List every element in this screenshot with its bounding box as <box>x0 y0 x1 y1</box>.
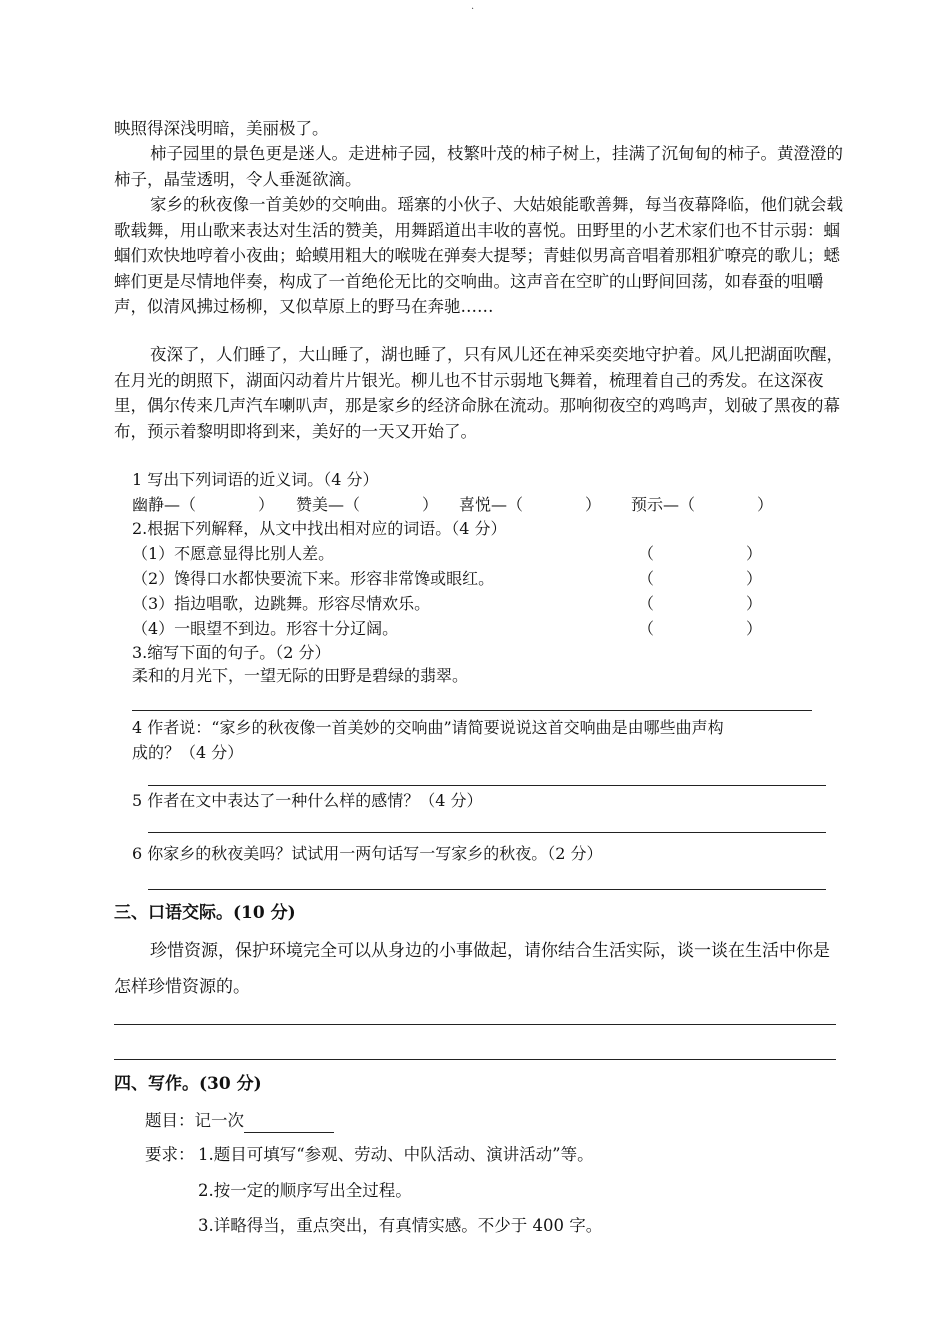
question-4-line-2: 成的？（4 分） <box>132 743 244 762</box>
definition-item-1: （1）不愿意显得比别人差。 <box>132 544 335 563</box>
question-1-title: 1 写出下列词语的近义词。（4 分） <box>132 470 379 489</box>
synonym-item-3: 喜悦—（ <box>459 495 524 514</box>
synonym-close-3: ） <box>585 495 602 514</box>
synonym-close-2: ） <box>422 495 439 514</box>
writing-topic-label: 题目：记一次 <box>145 1111 244 1130</box>
reading-paragraph-3: 家乡的秋夜像一首美妙的交响曲。瑶寨的小伙子、大姑娘能歌善舞，每当夜幕降临，他们就会载歌载舞，用山歌来表达对生活的赞美，用舞蹈道出丰收的喜悦。田野里的小艺术家们也不甘示弱：蝈蝈们欢快地哼着小夜曲；蛤蟆用粗大的喉咙在弹奏大提琴；青蛙似男高音唱着那粗犷嘹亮的歌儿；蟋蟀们更是尽情地伴奏，构成了一首绝伦无比的交响曲。这声音在空旷的山野间回荡，如春蚕的咀嚼声，似清风拂过杨柳，又似草原上的野马在奔驰…… <box>114 195 843 316</box>
answer-line-q4[interactable] <box>148 785 826 786</box>
answer-line-section3-2[interactable] <box>114 1059 836 1060</box>
writing-requirement-1: 1.题目可填写“参观、劳动、中队活动、演讲活动”等。 <box>198 1145 594 1164</box>
writing-topic <box>145 1109 334 1133</box>
synonym-item-2: 赞美—（ <box>296 495 361 514</box>
writing-requirement-2: 2.按一定的顺序写出全过程。 <box>198 1181 412 1200</box>
synonym-item-1: 幽静—（ <box>132 495 197 514</box>
question-3-title: 3.缩写下面的句子。（2 分） <box>132 643 331 662</box>
question-6-title: 6 你家乡的秋夜美吗？试试用一两句话写一写家乡的秋夜。（2 分） <box>132 844 603 863</box>
answer-paren-open-3: （ <box>638 594 655 613</box>
synonym-item-4: 预示—（ <box>631 495 696 514</box>
answer-paren-close-2: ） <box>746 569 763 588</box>
answer-paren-close-1: ） <box>746 544 763 563</box>
answer-line-q3[interactable] <box>132 710 812 711</box>
answer-paren-close-4: ） <box>746 619 763 638</box>
answer-line-q5[interactable] <box>148 832 826 833</box>
question-4-line-1: 4 作者说：“家乡的秋夜像一首美妙的交响曲”请简要说说这首交响曲是由哪些曲声构 <box>132 718 724 737</box>
header-mark: · <box>471 4 475 15</box>
answer-paren-open-4: （ <box>638 619 655 638</box>
answer-line-q6[interactable] <box>148 889 826 890</box>
reading-paragraph-2: 柿子园里的景色更是迷人。走进柿子园，枝繁叶茂的柿子树上，挂满了沉甸甸的柿子。黄澄澄的柿子，晶莹透明，令人垂涎欲滴。 <box>114 144 843 189</box>
synonym-close-4: ） <box>757 495 774 514</box>
section-4-heading: 四、写作。(30 分) <box>114 1074 262 1094</box>
writing-requirements-label: 要求： <box>145 1145 195 1164</box>
reading-paragraph-1: 映照得深浅明暗，美丽极了。 <box>114 119 329 138</box>
reading-paragraph-4: 夜深了，人们睡了，大山睡了，湖也睡了，只有风儿还在神采奕奕地守护着。风儿把湖面吹醒，在月光的朗照下，湖面闪动着片片银光。柳儿也不甘示弱地飞舞着，梳理着自己的秀发。在这深夜里，偶尔传来几声汽车喇叭声，那是家乡的经济命脉在流动。那响彻夜空的鸡鸣声，划破了黑夜的幕布，预示着黎明即将到来，美好的一天又开始了。 <box>114 345 843 441</box>
question-5-title: 5 作者在文中表达了一种什么样的感情？（4 分） <box>132 791 483 810</box>
writing-requirement-3: 3.详略得当，重点突出，有真情实感。不少于 400 字。 <box>198 1216 603 1235</box>
definition-item-4: （4）一眼望不到边。形容十分辽阔。 <box>132 619 399 638</box>
answer-line-section3-1[interactable] <box>114 1024 836 1025</box>
section-3-heading: 三、口语交际。(10 分) <box>114 903 296 923</box>
question-2-title: 2.根据下列解释，从文中找出相对应的词语。（4 分） <box>132 519 507 538</box>
writing-topic-blank[interactable] <box>244 1114 334 1133</box>
answer-paren-close-3: ） <box>746 594 763 613</box>
definition-item-2: （2）馋得口水都快要流下来。形容非常馋或眼红。 <box>132 569 495 588</box>
synonym-close-1: ） <box>258 495 275 514</box>
question-3-sentence: 柔和的月光下，一望无际的田野是碧绿的翡翠。 <box>132 666 469 685</box>
definition-item-3: （3）指边唱歌，边跳舞。形容尽情欢乐。 <box>132 594 431 613</box>
section-3-text: 珍惜资源，保护环境完全可以从身边的小事做起，请你结合生活实际，谈一谈在生活中你是怎样珍惜资源的。 <box>114 941 830 997</box>
answer-paren-open-2: （ <box>638 569 655 588</box>
answer-paren-open-1: （ <box>638 544 655 563</box>
